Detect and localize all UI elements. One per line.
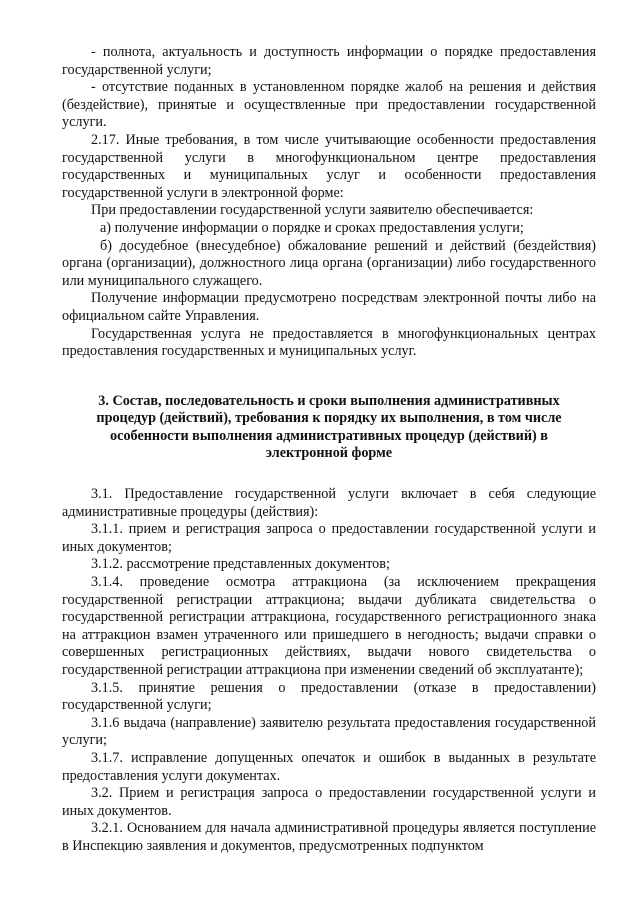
paragraph-3-1-7: 3.1.7. исправление допущенных опечаток и ошибок в выданных в результате предоставления услуги документах. bbox=[62, 749, 596, 784]
paragraph-3-1: 3.1. Предоставление государственной услуги включает в себя следующие административные процедуры (действия): bbox=[62, 486, 596, 520]
paragraph-3-1-1: 3.1.1. прием и регистрация запроса о предоставлении государственной услуги и иных документов; bbox=[62, 521, 596, 555]
paragraph-3-1-5: 3.1.5. принятие решения о предоставлении (отказе в предоставлении) государственной услуги; bbox=[62, 679, 596, 714]
paragraph-info-email: Получение информации предусмотрено посредствам электронной почты либо на официальном сайте Управления. bbox=[62, 290, 596, 324]
paragraph-2-17: 2.17. Иные требования, в том числе учитывающие особенности предоставления государственной услуги в многофункциональном центре предоставления государственных и муниципальных услуг и особенности предоставления государственной услуги в электронной форме: bbox=[62, 131, 596, 201]
paragraph-item-b: б) досудебное (внесудебное) обжалование решений и действий (бездействия) органа (организации), должностного лица органа (организации) либо государственного или муниципального служащего. bbox=[62, 237, 596, 289]
paragraph-completeness: - полнота, актуальность и доступность информации о порядке предоставления государственной услуги; bbox=[62, 44, 596, 78]
paragraph-applicant-provided: При предоставлении государственной услуги заявителю обеспечивается: bbox=[91, 202, 534, 219]
paragraph-item-a: а) получение информации о порядке и сроках предоставления услуги; bbox=[100, 219, 524, 236]
paragraph-3-2: 3.2. Прием и регистрация запроса о предоставлении государственной услуги и иных документов. bbox=[62, 785, 596, 819]
paragraph-3-1-2: 3.1.2. рассмотрение представленных документов; bbox=[91, 556, 390, 573]
section-3-heading: 3. Состав, последовательность и сроки выполнения административных процедур (действий), требования к порядку их выполнения, в том числе особенности выполнения административных процедур (действий) в электронной форме bbox=[96, 392, 562, 462]
paragraph-3-1-6: 3.1.6 выдача (направление) заявителю результата предоставления государственной услуги; bbox=[62, 714, 596, 749]
paragraph-no-complaints: - отсутствие поданных в установленном порядке жалоб на решения и действия (бездействие), принятые и осуществленные при предоставлении государственной услуги. bbox=[62, 79, 596, 131]
paragraph-mfc-not-provided: Государственная услуга не предоставляется в многофункциональных центрах предоставления государственных и муниципальных услуг. bbox=[62, 325, 596, 360]
document-page bbox=[62, 44, 596, 856]
paragraph-3-2-1: 3.2.1. Основанием для начала административной процедуры является поступление в Инспекцию заявления и документов, предусмотренных подпунктом bbox=[62, 820, 596, 854]
paragraph-3-1-4: 3.1.4. проведение осмотра аттракциона (за исключением прекращения государственной регистрации аттракциона; выдачи дубликата свидетельства о государственной регистрации аттракциона, государственного регистрационного знака на аттракцион взамен утраченного или пришедшего в негодность; выдачи справки о совершенных регистрационных действиях, выдачи нового свидетельства о государственной регистрации аттракциона при изменении сведений об эксплуатанте); bbox=[62, 574, 596, 678]
